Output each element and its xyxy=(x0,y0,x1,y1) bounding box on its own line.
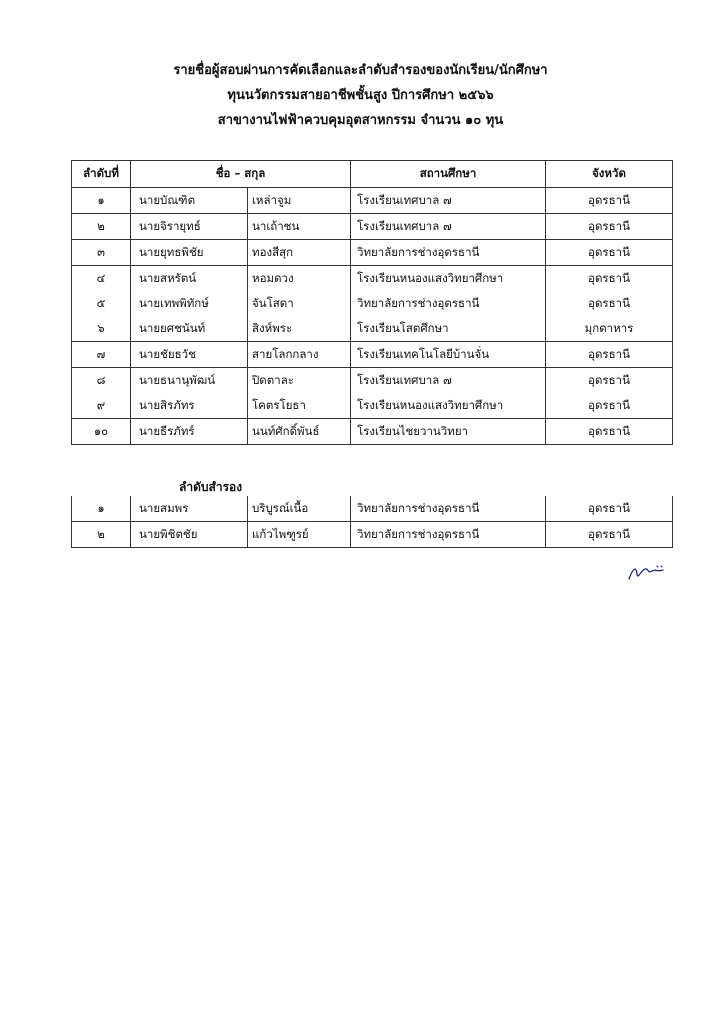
row-school: วิทยาลัยการช่างอุดรธานี xyxy=(351,522,546,548)
table-row xyxy=(72,393,673,419)
row-province: อุดรธานี xyxy=(546,214,673,240)
row-province: อุดรธานี xyxy=(546,240,673,266)
row-province: อุดรธานี xyxy=(546,496,673,522)
table-row xyxy=(72,419,673,445)
table-row xyxy=(72,496,673,522)
row-province: มุกดาหาร xyxy=(546,316,673,342)
header-no: ลำดับที่ xyxy=(72,161,131,188)
row-first-name: นายจิรายุทธ์ xyxy=(131,214,248,240)
row-school: โรงเรียนเทศบาล ๗ xyxy=(351,368,546,394)
row-last-name: แก้วไพฑูรย์ xyxy=(248,522,351,548)
reserve-candidates-table xyxy=(71,496,673,548)
handwritten-signature xyxy=(627,560,667,582)
row-last-name: ทองสีสุก xyxy=(248,240,351,266)
row-school: โรงเรียนหนองแสงวิทยาศึกษา xyxy=(351,393,546,419)
title-line-1: รายชื่อผู้สอบผ่านการคัดเลือกและลำดับสำรองของนักเรียน/นักศึกษา xyxy=(173,63,548,78)
table-row xyxy=(72,266,673,292)
header-name: ชื่อ – สกุล xyxy=(131,161,351,188)
title-line-3: สาขางานไฟฟ้าควบคุมอุตสาหกรรม จำนวน ๑๐ ทุน xyxy=(217,113,504,128)
row-school: โรงเรียนเทคโนโลยีบ้านจั่น xyxy=(351,342,546,368)
row-province: อุดรธานี xyxy=(546,291,673,316)
row-province: อุดรธานี xyxy=(546,342,673,368)
row-school: วิทยาลัยการช่างอุดรธานี xyxy=(351,496,546,522)
row-first-name: นายชัยธวัช xyxy=(131,342,248,368)
row-last-name: บริบูรณ์เนื้อ xyxy=(248,496,351,522)
row-no: ๘ xyxy=(72,368,131,394)
row-no: ๖ xyxy=(72,316,131,342)
row-no: ๓ xyxy=(72,240,131,266)
row-last-name: จันโสดา xyxy=(248,291,351,316)
row-school: โรงเรียนไชยวานวิทยา xyxy=(351,419,546,445)
table-row xyxy=(72,214,673,240)
row-province: อุดรธานี xyxy=(546,393,673,419)
row-no: ๑ xyxy=(72,188,131,214)
row-last-name: สายโลกกลาง xyxy=(248,342,351,368)
row-last-name: ปิดตาละ xyxy=(248,368,351,394)
document-title-block xyxy=(0,58,721,133)
row-province: อุดรธานี xyxy=(546,419,673,445)
row-last-name: นนท์ศักดิ์พันธ์ xyxy=(248,419,351,445)
table-row xyxy=(72,368,673,394)
row-no: ๑ xyxy=(72,496,131,522)
row-school: โรงเรียนเทศบาล ๗ xyxy=(351,188,546,214)
row-no: ๒ xyxy=(72,214,131,240)
row-province: อุดรธานี xyxy=(546,266,673,292)
header-province: จังหวัด xyxy=(546,161,673,188)
row-province: อุดรธานี xyxy=(546,522,673,548)
row-last-name: นาเถ้าชน xyxy=(248,214,351,240)
row-first-name: นายธนานุพัฒน์ xyxy=(131,368,248,394)
row-school: โรงเรียนโสตศึกษา xyxy=(351,316,546,342)
row-last-name: หอมดวง xyxy=(248,266,351,292)
row-first-name: นายเทพพิทักษ์ xyxy=(131,291,248,316)
row-no: ๑๐ xyxy=(72,419,131,445)
row-last-name: เหล่าจูม xyxy=(248,188,351,214)
row-last-name: สิงห์พระ xyxy=(248,316,351,342)
table-row xyxy=(72,291,673,316)
row-school: วิทยาลัยการช่างอุดรธานี xyxy=(351,291,546,316)
row-no: ๙ xyxy=(72,393,131,419)
row-first-name: นายพิชิตชัย xyxy=(131,522,248,548)
reserve-list-heading: ลำดับสำรอง xyxy=(179,480,243,494)
table-row xyxy=(72,188,673,214)
row-province: อุดรธานี xyxy=(546,188,673,214)
row-school: โรงเรียนหนองแสงวิทยาศึกษา xyxy=(351,266,546,292)
row-first-name: นายธีรภัทร์ xyxy=(131,419,248,445)
title-line-2: ทุนนวัตกรรมสายอาชีพชั้นสูง ปีการศึกษา ๒๕๖๖ xyxy=(227,88,494,103)
row-first-name: นายยศชนันท์ xyxy=(131,316,248,342)
row-school: โรงเรียนเทศบาล ๗ xyxy=(351,214,546,240)
header-school: สถานศึกษา xyxy=(351,161,546,188)
table-row xyxy=(72,316,673,342)
row-first-name: นายยุทธพิชัย xyxy=(131,240,248,266)
table-row xyxy=(72,240,673,266)
row-last-name: โคตรโยธา xyxy=(248,393,351,419)
table-row xyxy=(72,522,673,548)
row-first-name: นายสมพร xyxy=(131,496,248,522)
row-school: วิทยาลัยการช่างอุดรธานี xyxy=(351,240,546,266)
row-first-name: นายสิรภัทร xyxy=(131,393,248,419)
table-row xyxy=(72,342,673,368)
row-no: ๔ xyxy=(72,266,131,292)
row-first-name: นายบัณฑิต xyxy=(131,188,248,214)
row-no: ๗ xyxy=(72,342,131,368)
table-header-row xyxy=(72,161,673,188)
row-no: ๕ xyxy=(72,291,131,316)
row-province: อุดรธานี xyxy=(546,368,673,394)
selected-candidates-table xyxy=(71,160,673,445)
row-no: ๒ xyxy=(72,522,131,548)
row-first-name: นายสหรัตน์ xyxy=(131,266,248,292)
